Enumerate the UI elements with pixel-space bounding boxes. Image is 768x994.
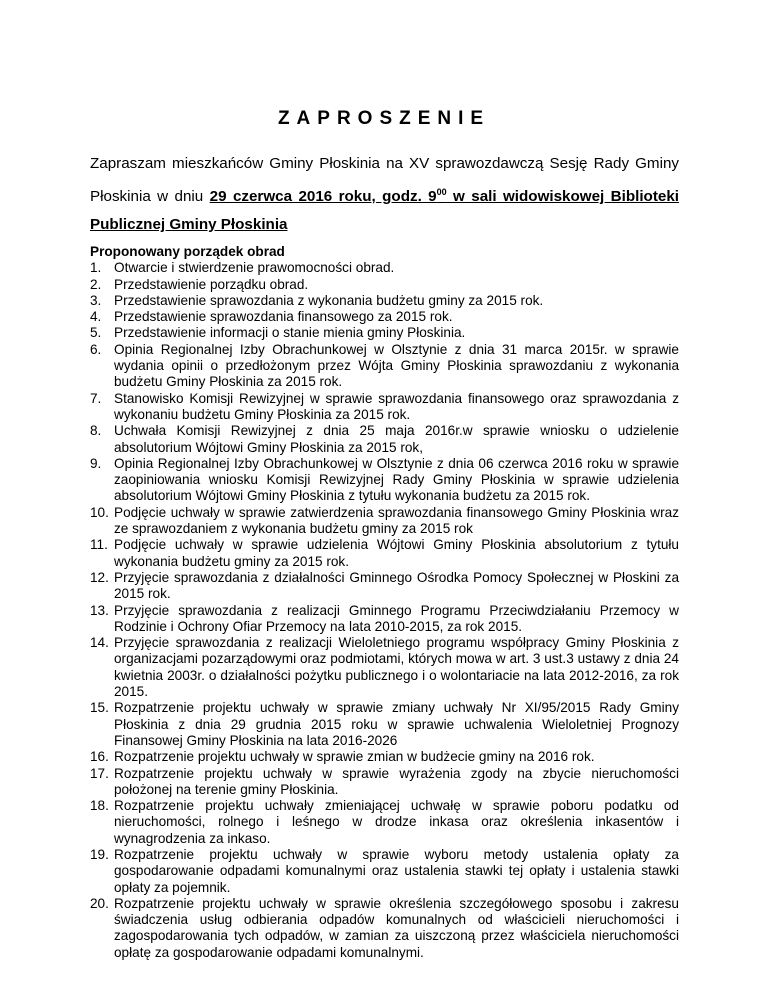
agenda-item-number: 9.	[90, 455, 102, 471]
agenda-item-number: 10.	[90, 504, 109, 520]
agenda-item-text: Podjęcie uchwały w sprawie udzielenia Wójtowi Gminy Płoskinia absolutorium z tytułu wykonania budżetu gminy za 2015 rok.	[114, 537, 679, 569]
agenda-item	[90, 847, 679, 896]
date-time-text: 29 czerwca 2016 roku, godz. 9	[209, 188, 437, 206]
agenda-item	[90, 456, 679, 505]
agenda-item	[90, 309, 679, 325]
agenda-item-text: Otwarcie i stwierdzenie prawomocności obrad.	[114, 260, 395, 276]
agenda-item-text: Rozpatrzenie projektu uchwały w sprawie zmian w budżecie gminy na 2016 rok.	[114, 749, 595, 765]
agenda-item-text: Przyjęcie sprawozdania z realizacji Wieloletniego programu współpracy Gminy Płoskinia z organizacjami pozarządowymi oraz podmiotami, których mowa w art. 3 ust.3 ustawy z dnia 24 kwietnia 2003r. o działalności pożytku publicznego i o wolontariacie na lata 2012-2016, za rok 2015.	[114, 635, 679, 700]
agenda-item-text: Rozpatrzenie projektu uchwały w sprawie wyboru metody ustalenia opłaty za gospodarowanie odpadami komunalnymi oraz ustalenia stawki tej opłaty i ustalenia stawki opłaty za pojemnik.	[114, 846, 679, 895]
agenda-item-text: Przyjęcie sprawozdania z realizacji Gminnego Programu Przeciwdziałaniu Przemocy w Rodzinie i Ochrony Ofiar Przemocy na lata 2010-2015, za rok 2015.	[114, 602, 679, 634]
agenda-item-number: 7.	[90, 390, 102, 406]
agenda-item	[90, 391, 679, 424]
agenda-item-text: Przyjęcie sprawozdania z działalności Gminnego Ośrodka Pomocy Społecznej w Płoskini za 2015 rok.	[114, 569, 679, 602]
agenda-item-text: Przedstawienie porządku obrad.	[114, 276, 309, 292]
agenda-item	[90, 896, 679, 961]
agenda-item-text: Stanowisko Komisji Rewizyjnej w sprawie sprawozdania finansowego oraz sprawozdania z wykonaniu budżetu Gminy Płoskinia za 2015 rok.	[114, 390, 679, 422]
agenda-item-number: 20.	[90, 895, 109, 911]
invitation-paragraph	[90, 150, 679, 239]
agenda-item-number: 2.	[90, 276, 102, 292]
agenda-list	[90, 260, 679, 961]
agenda-item	[90, 766, 679, 799]
agenda-item-text: Przedstawienie sprawozdania finansowego za 2015 rok.	[114, 309, 453, 325]
agenda-item-number: 17.	[90, 765, 109, 781]
agenda-item	[90, 570, 679, 603]
agenda-item-number: 5.	[90, 325, 102, 341]
agenda-item-text: Przedstawienie sprawozdania z wykonania budżetu gminy za 2015 rok.	[114, 292, 544, 308]
agenda-item	[90, 749, 679, 765]
agenda-item-number: 15.	[90, 700, 109, 716]
agenda-item-text: Uchwała Komisji Rewizyjnej z dnia 25 maja 2016r.w sprawie wniosku o udzielenie absolutorium Wójtowi Gminy Płoskinia za 2015 rok,	[114, 423, 679, 455]
agenda-item	[90, 342, 679, 391]
agenda-item-text: Przedstawienie informacji o stanie mienia gminy Płoskinia.	[114, 325, 466, 341]
hour-superscript: 00	[436, 187, 447, 197]
agenda-item	[90, 635, 679, 700]
agenda-item	[90, 277, 679, 293]
page-title: ZAPROSZENIE	[277, 108, 491, 129]
agenda-heading: Proponowany porządek obrad	[90, 244, 285, 259]
agenda-item-number: 8.	[90, 423, 102, 439]
agenda-item	[90, 325, 679, 341]
agenda-item	[90, 798, 679, 847]
agenda-item-text: Rozpatrzenie projektu uchwały w sprawie wyrażenia zgody na zbycie nieruchomości położonej na terenie gminy Płoskinia.	[114, 765, 679, 797]
agenda-item-number: 14.	[90, 635, 109, 651]
agenda-item-number: 19.	[90, 846, 109, 862]
agenda-item-number: 4.	[90, 309, 102, 325]
agenda-item-text: Rozpatrzenie projektu uchwały zmieniającej uchwałę w sprawie poboru podatku od nieruchomości, rolnego i leśnego w drodze inkasa oraz określenia inkasentów i wynagrodzenia za inkaso.	[114, 798, 679, 846]
agenda-item	[90, 260, 679, 276]
agenda-item-text: Rozpatrzenie projektu uchwały w sprawie określenia szczegółowego sposobu i zakresu świadczenia usług odbierania odpadów komunalnych od właścicieli nieruchomości i zagospodarowania tych odpadów, w zamian za uiszczoną przez właściciela nieruchomości opłatę za gospodarowanie odpadami komunalnymi.	[114, 895, 679, 960]
agenda-item-text: Podjęcie uchwały w sprawie zatwierdzenia sprawozdania finansowego Gminy Płoskinia wraz ze sprawozdaniem z wykonania budżetu gminy za 2015 rok	[114, 504, 679, 537]
agenda-item-number: 16.	[90, 749, 109, 765]
intro-text: Zapraszam mieszkańców Gminy Płoskinia na XV sprawozdawczą Sesję Rady Gminy Płoskinia w dniu	[90, 155, 679, 206]
agenda-item-number: 6.	[90, 341, 102, 357]
agenda-item-number: 3.	[90, 292, 102, 308]
agenda-item-text: Opinia Regionalnej Izby Obrachunkowej w Olsztynie z dnia 31 marca 2015r. w sprawie wydania opinii o przedłożonym przez Wójta Gminy Płoskinia sprawozdaniu z wykonania budżetu Gminy Płoskinia za 2015 rok.	[114, 341, 679, 390]
agenda-item	[90, 293, 679, 309]
agenda	[90, 244, 679, 961]
meeting-place: w sali widowiskowej Biblioteki Publicznej Gminy Płoskinia	[90, 188, 679, 234]
agenda-item-number: 13.	[90, 602, 109, 618]
agenda-item	[90, 423, 679, 456]
agenda-item-number: 18.	[90, 798, 109, 814]
agenda-item	[90, 603, 679, 636]
agenda-item-number: 11.	[90, 537, 108, 553]
agenda-item	[90, 700, 679, 749]
agenda-item-text: Rozpatrzenie projektu uchwały w sprawie zmiany uchwały Nr XI/95/2015 Rady Gminy Płoskinia z dnia 29 grudnia 2015 roku w sprawie uchwalenia Wieloletniej Prognozy Finansowej Gminy Płoskinia na lata 2016-2026	[114, 700, 679, 748]
agenda-item-number: 1.	[90, 260, 102, 276]
agenda-item	[90, 505, 679, 538]
agenda-item-text: Opinia Regionalnej Izby Obrachunkowej w Olsztynie z dnia 06 czerwca 2016 roku w sprawie zaopiniowania wniosku Komisji Rewizyjnej Rady Gminy Płoskinia w sprawie udzielenia absolutorium Wójtowi Gminy Płoskinia z tytułu wykonania budżetu za 2015 rok.	[114, 455, 679, 504]
agenda-item	[90, 537, 679, 570]
agenda-item-number: 12.	[90, 569, 109, 585]
